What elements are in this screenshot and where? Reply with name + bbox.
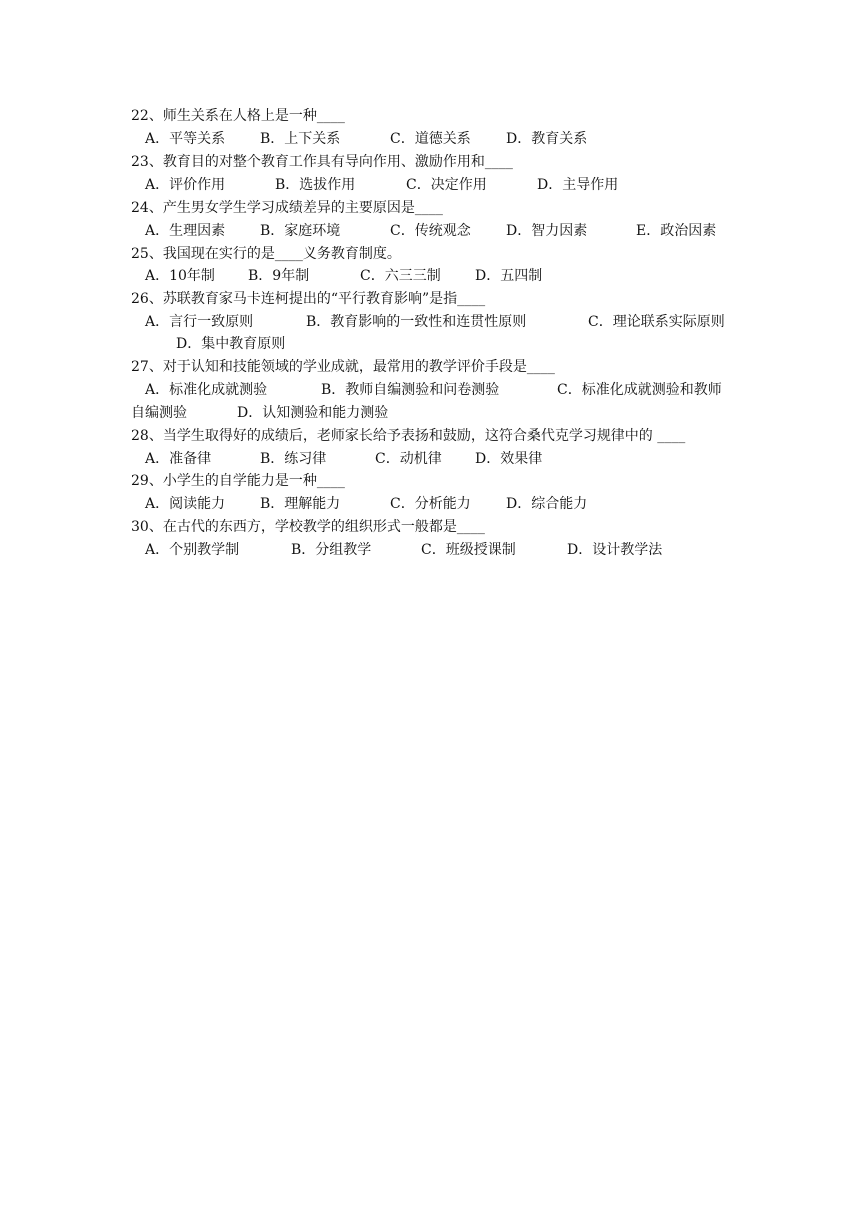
option-a: A．生理因素 (145, 223, 226, 239)
option-b: B．分组教学 (291, 542, 372, 558)
option-a: A．阅读能力 (145, 496, 226, 512)
question-23-stem: 23、教育目的对整个教育工作具有导向作用、激励作用和____ (131, 154, 513, 170)
question-28-stem: 28、当学生取得好的成绩后，老师家长给予表扬和鼓励，这符合桑代克学习规律中的 ____ (131, 428, 686, 444)
option-c: C．传统观念 (390, 223, 471, 239)
option-d: D．集中教育原则 (176, 336, 286, 352)
option-a: A．标准化成就测验 (145, 382, 268, 398)
option-a: A．平等关系 (145, 131, 226, 147)
option-c: C．班级授课制 (421, 542, 516, 558)
question-27-stem: 27、对于认知和技能领域的学业成就，最常用的教学评价手段是____ (131, 359, 555, 375)
option-c: C．分析能力 (390, 496, 471, 512)
question-26-stem: 26、苏联教育家马卡连柯提出的“平行教育影响”是指____ (131, 291, 486, 307)
option-c: C．六三三制 (360, 268, 441, 284)
option-d: D．认知测验和能力测验 (237, 405, 389, 421)
option-a: A．个别教学制 (145, 542, 240, 558)
option-a: A．言行一致原则 (145, 314, 254, 330)
question-29-stem: 29、小学生的自学能力是一种____ (131, 473, 345, 489)
option-b: B．练习律 (260, 451, 327, 467)
option-c: C．动机律 (375, 451, 442, 467)
option-c: C．道德关系 (390, 131, 471, 147)
option-d: D．设计教学法 (567, 542, 663, 558)
option-b: B．选拔作用 (275, 177, 356, 193)
option-a: A．10年制 (145, 268, 215, 284)
option-b: B．9年制 (248, 268, 310, 284)
option-d: D．效果律 (475, 451, 543, 467)
option-b: B．上下关系 (260, 131, 341, 147)
option-c: C．理论联系实际原则 (588, 314, 725, 330)
option-c-continued: 自编测验 (131, 405, 187, 421)
question-22-stem: 22、师生关系在人格上是一种____ (131, 108, 345, 124)
option-a: A．评价作用 (145, 177, 226, 193)
option-b: B．理解能力 (260, 496, 341, 512)
question-25-stem: 25、我国现在实行的是____义务教育制度。 (131, 246, 401, 262)
option-d: D．智力因素 (506, 223, 588, 239)
question-24-stem: 24、产生男女学生学习成绩差异的主要原因是____ (131, 200, 443, 216)
option-d: D．教育关系 (506, 131, 588, 147)
option-d: D．主导作用 (537, 177, 619, 193)
option-c: C．决定作用 (406, 177, 487, 193)
option-d: D．五四制 (475, 268, 543, 284)
option-e: E．政治因素 (636, 223, 717, 239)
option-a: A．准备律 (145, 451, 212, 467)
option-b: B．教师自编测验和问卷测验 (321, 382, 500, 398)
option-b: B．教育影响的一致性和连贯性原则 (306, 314, 527, 330)
option-c: C．标准化成就测验和教师 (557, 382, 722, 398)
option-d: D．综合能力 (506, 496, 588, 512)
question-30-stem: 30、在古代的东西方，学校教学的组织形式一般都是____ (131, 519, 485, 535)
option-b: B．家庭环境 (260, 223, 341, 239)
